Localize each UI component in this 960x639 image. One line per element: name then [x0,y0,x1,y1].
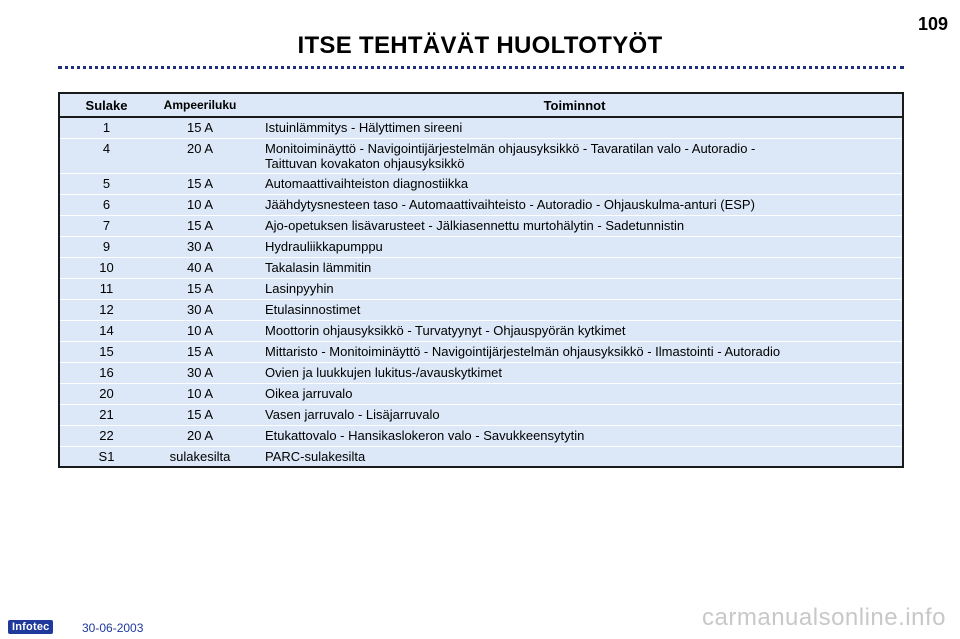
function-text: Oikea jarruvalo [265,385,353,401]
cell-amperage: 10 A [153,383,247,404]
function-text-continued: Taittuvan kovakaton ohjausyksikkö [265,155,465,171]
page-number: 109 [917,14,948,34]
cell-fuse: 16 [59,362,153,383]
cell-fuse: 1 [59,117,153,138]
table-row [59,404,903,425]
function-text: Etulasinnostimet [265,301,361,317]
table-row [59,117,903,138]
table-row [59,383,903,404]
cell-amperage: 15 A [153,278,247,299]
cell-fuse: 21 [59,404,153,425]
table-row [59,320,903,341]
cell-fuse: 11 [59,278,153,299]
cell-amperage: 30 A [153,236,247,257]
cell-functions [247,215,903,236]
function-text: Vasen jarruvalo - Lisäjarruvalo [265,406,440,422]
function-text: Ovien ja luukkujen lukitus-/avauskytkimet [265,364,502,380]
function-text: Istuinlämmitys - Hälyttimen sireeni [265,120,463,135]
cell-amperage: 10 A [153,320,247,341]
footer-date: 30-06-2003 [82,621,144,635]
cell-amperage: 20 A [153,138,247,173]
fuse-rows [59,117,903,467]
cell-functions [247,236,903,257]
table-row [59,446,903,467]
table-row [59,215,903,236]
table-row [59,236,903,257]
dotted-divider [58,66,904,69]
cell-amperage: 30 A [153,362,247,383]
function-text: Takalasin lämmitin [265,259,372,275]
cell-fuse: 12 [59,299,153,320]
cell-functions [247,117,903,138]
cell-functions [247,299,903,320]
cell-fuse: 15 [59,341,153,362]
function-text: Lasinpyyhin [265,280,334,296]
cell-amperage: 15 A [153,215,247,236]
cell-fuse: 9 [59,236,153,257]
function-text: Monitoiminäyttö - Navigointijärjestelmän ohjausyksikkö - Tavaratilan valo - Autoradio - [265,140,756,156]
cell-amperage: 15 A [153,341,247,362]
cell-functions [247,425,903,446]
cell-amperage: 15 A [153,404,247,425]
header-fuse: Sulake [59,93,153,117]
fuse-table [58,92,904,468]
page-title: ITSE TEHTÄVÄT HUOLTOTYÖT [297,32,663,59]
cell-amperage: 10 A [153,194,247,215]
function-text: Automaattivaihteiston diagnostiikka [265,175,469,191]
cell-amperage: 40 A [153,257,247,278]
cell-fuse: 14 [59,320,153,341]
cell-functions [247,383,903,404]
cell-functions [247,278,903,299]
cell-fuse: 10 [59,257,153,278]
cell-functions [247,257,903,278]
function-text: Moottorin ohjausyksikkö - Turvatyynyt - Ohjauspyörän kytkimet [265,322,626,338]
function-text: Mittaristo - Monitoiminäyttö - Navigointijärjestelmän ohjausyksikkö - Ilmastointi - Autoradio [265,343,781,359]
table-row [59,194,903,215]
watermark: carmanualsonline.info [702,604,946,631]
cell-functions [247,446,903,467]
function-text: Etukattovalo - Hansikaslokeron valo - Savukkeensytytin [265,427,585,443]
table-row [59,362,903,383]
cell-fuse: 22 [59,425,153,446]
cell-fuse: 4 [59,138,153,173]
cell-amperage: 15 A [153,117,247,138]
table-row [59,341,903,362]
cell-fuse: 20 [59,383,153,404]
function-text: Ajo-opetuksen lisävarusteet - Jälkiasennettu murtohälytin - Sadetunnistin [265,217,685,233]
table-header-row [59,93,903,117]
cell-functions [247,138,903,173]
table-row [59,138,903,173]
table-row [59,173,903,194]
cell-amperage: 15 A [153,173,247,194]
function-text: Jäähdytysnesteen taso - Automaattivaihteisto - Autoradio - Ohjauskulma-anturi (ESP) [265,196,755,212]
table-row [59,257,903,278]
header-functions: Toiminnot [247,93,903,117]
cell-amperage: 20 A [153,425,247,446]
cell-functions [247,362,903,383]
function-text: Hydrauliikkapumppu [265,238,383,254]
cell-fuse: 5 [59,173,153,194]
cell-functions [247,194,903,215]
function-text: PARC-sulakesilta [265,448,366,464]
cell-fuse: 6 [59,194,153,215]
infotec-logo: Infotec [8,620,53,634]
header-amperage: Ampeeriluku [153,93,247,117]
cell-amperage: sulakesilta [169,448,231,464]
cell-fuse: 7 [59,215,153,236]
cell-functions [247,173,903,194]
table-row [59,278,903,299]
cell-functions [247,341,903,362]
table-row [59,299,903,320]
table-row [59,425,903,446]
cell-functions [247,320,903,341]
cell-fuse: S1 [98,448,115,464]
cell-amperage: 30 A [153,299,247,320]
cell-functions [247,404,903,425]
